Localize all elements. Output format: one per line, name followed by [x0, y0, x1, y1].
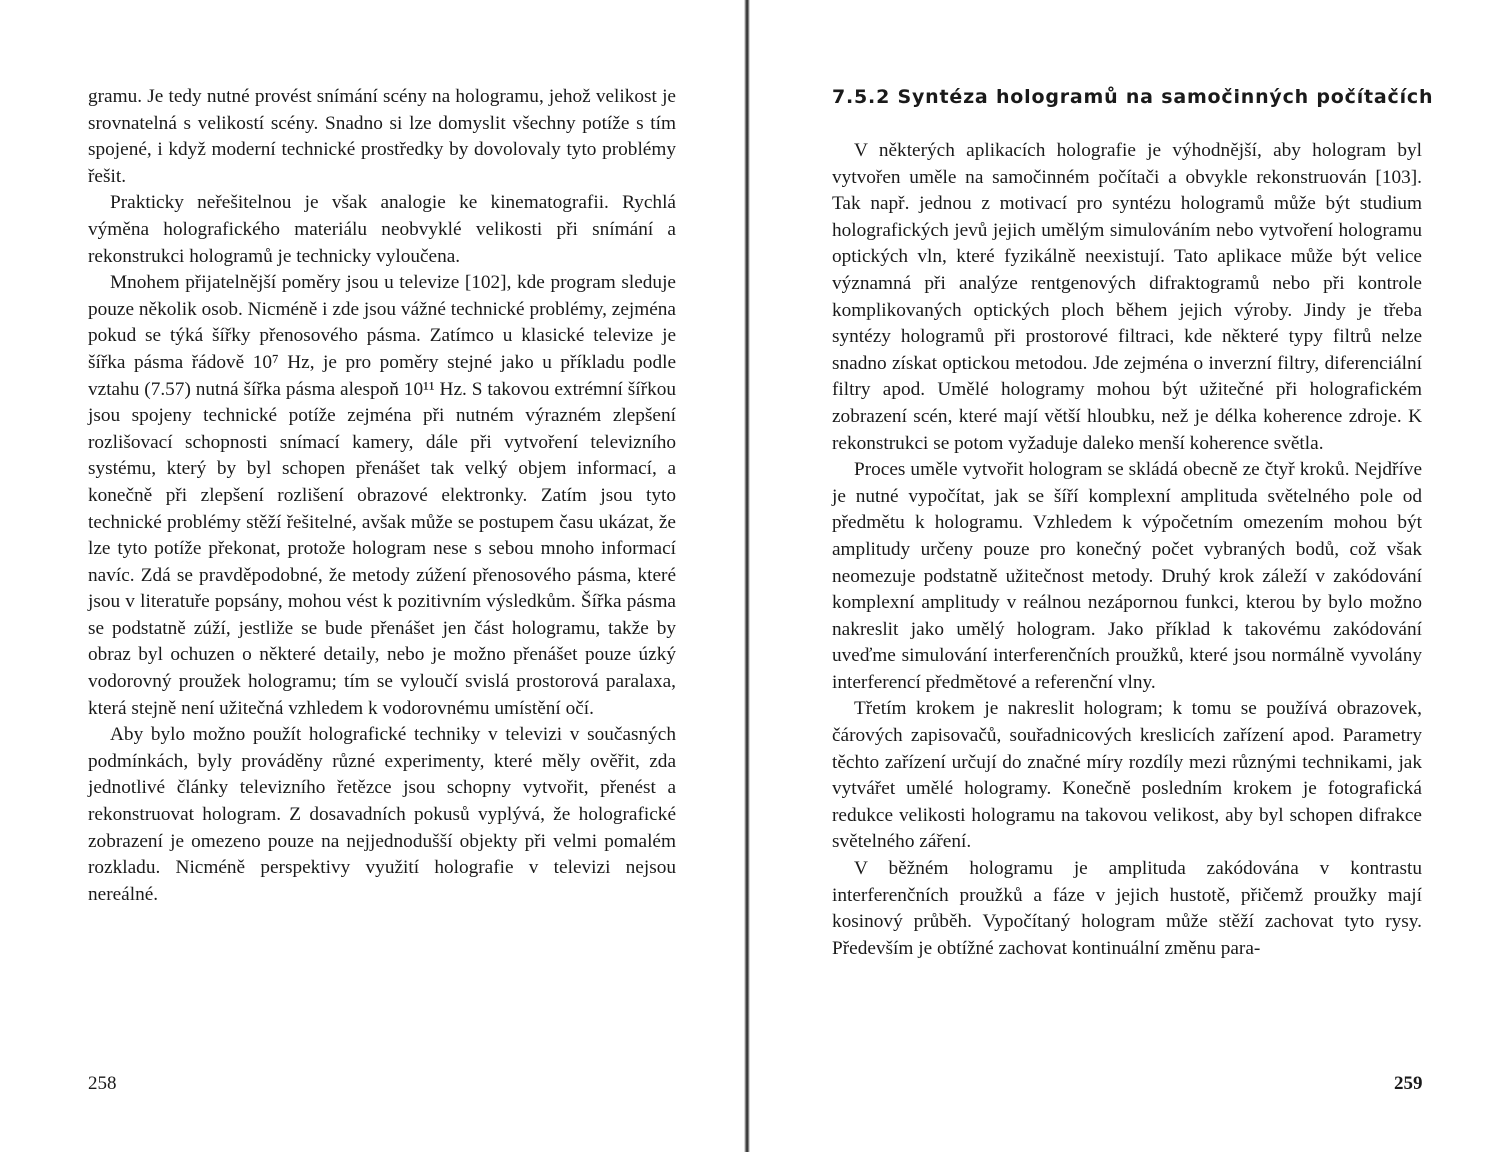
page-number-right: 259: [1394, 1073, 1423, 1094]
right-page: [752, 0, 1506, 1152]
left-page-body: [88, 84, 676, 908]
paragraph: gramu. Je tedy nutné provést snímání scény na hologramu, jehož velikost je srovnatelná s velikostí scény. Snadno si lze domyslit všechny potíže s tím spojené, i když moderní technické prostředky by dovolovaly tyto problémy řešit.: [88, 86, 676, 187]
page-number-left: 258: [88, 1073, 117, 1094]
paragraph: V běžném hologramu je amplituda zakódována v kontrastu interferenčních proužků a fáze v jejich hustotě, přičemž proužky mají kosinový průběh. Vypočítaný hologram může stěží zachovat tyto rysy. Především je obtížné zachovat kontinuální změnu para-: [832, 858, 1422, 959]
paragraph: V některých aplikacích holografie je výhodnější, aby hologram byl vytvořen uměle na samočinném počítači a obvykle rekonstruován [103]. Tak např. jednou z motivací pro syntézu hologramů může být studium holografických jevů jejich umělým simulováním nebo vytvoření hologramu optických vln, které fyzikálně neexistují. Tato aplikace může být velice významná při analýze rentgenových difraktogramů nebo při kontrole komplikovaných optických ploch během jejich výroby. Jindy je třeba syntézy hologramů při prostorové filtraci, kde některé typy filtrů nelze snadno získat optickou metodou. Jde zejména o inverzní filtry, diferenciální filtry apod. Umělé hologramy mohou být užitečné při holografickém zobrazení scén, které mají větší hloubku, než je délka koherence zdroje. K rekonstrukci se potom vyžaduje daleko menší koherence světla.: [832, 140, 1422, 454]
paragraph: Aby bylo možno použít holografické techniky v televizi v současných podmínkách, byly prováděny různé experimenty, které měly ověřit, zda jednotlivé články televizního řetězce jsou schopny vytvořit, přenést a rekonstruovat hologram. Z dosavadních pokusů vyplývá, že holografické zobrazení je omezeno pouze na nejjednodušší objekty při velmi pomalém rozkladu. Nicméně perspektivy využití holografie v televizi nejsou nereálné.: [88, 724, 676, 905]
left-page: [0, 0, 744, 1152]
paragraph: Mnohem přijatelnější poměry jsou u televize [102], kde program sleduje pouze několik osob. Nicméně i zde jsou vážné technické problémy, zejména pokud se týká šířky přenosového pásma. Zatímco u klasické televize je šířka pásma řádově 10⁷ Hz, je pro poměry stejné jako u příkladu podle vztahu (7.57) nutná šířka pásma alespoň 10¹¹ Hz. S takovou extrémní šířkou jsou spojeny technické potíže zejména při nutném výrazném zlepšení rozlišovací schopnosti snímací kamery, dále při vytvoření televizního systému, který by byl schopen přenášet tak velký objem informací, a konečně při zlepšení rozlišení obrazové elektronky. Zatím jsou tyto technické problémy stěží řešitelné, avšak může se postupem času ukázat, že lze tyto potíže překonat, protože hologram nese s sebou mnoho informací navíc. Zdá se pravděpodobné, že metody zúžení přenosového pásma, které jsou v literatuře popsány, mohou vést k pozitivním výsledkům. Šířka pásma se podstatně zúží, jestliže se bude přenášet jen část hologramu, takže by obraz byl ochuzen o některé detaily, nebo je možno přenášet pouze úzký vodorovný proužek hologramu; tím se vyloučí svislá prostorová paralaxa, která stejně není užitečná vzhledem k vodorovnému umístění očí.: [88, 272, 676, 719]
paragraph: Třetím krokem je nakreslit hologram; k tomu se používá obrazovek, čárových zapisovačů, souřadnicových kreslicích zařízení apod. Parametry těchto zařízení určují do značné míry rozdíly mezi různými technikami, jak vytvářet umělé hologramy. Konečně posledním krokem je fotografická redukce velikosti hologramu na takovou velikost, aby byl schopen difrakce světelného záření.: [832, 698, 1422, 853]
paragraph: Prakticky neřešitelnou je však analogie ke kinematografii. Rychlá výměna holografického materiálu neobvyklé velikosti při snímání a rekonstrukci hologramů je technicky vyloučena.: [88, 192, 676, 267]
section-heading: 7.5.2 Syntéza hologramů na samočinných počítačích: [832, 86, 1434, 108]
paragraph: Proces uměle vytvořit hologram se skládá obecně ze čtyř kroků. Nejdříve je nutné vypočítat, jak se šíří komplexní amplituda světelného pole od předmětu k hologramu. Vzhledem k výpočetním omezením mohou být amplitudy určeny pouze pro konečný počet vybraných bodů, což však neomezuje podstatně užitečnost metody. Druhý krok záleží v zakódování komplexní amplitudy v reálnou nezápornou funkci, kterou by bylo možno nakreslit jako umělý hologram. Jako příklad k takovému zakódování uveďme simulování interferenčních proužků, které jsou normálně vyvolány interferencí předmětové a referenční vlny.: [832, 459, 1422, 693]
book-gutter: [744, 0, 750, 1152]
right-page-body: [832, 138, 1422, 962]
